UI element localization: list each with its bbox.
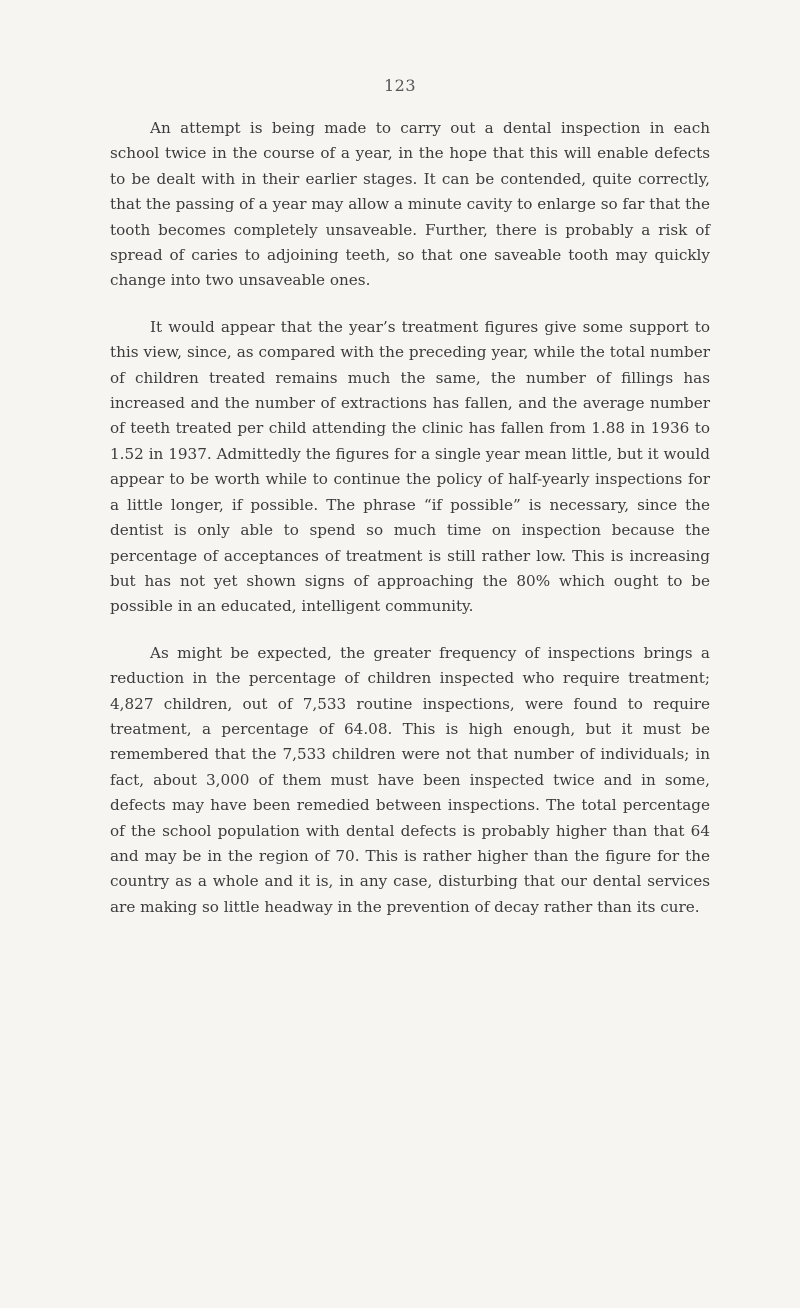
page-number: 123 [383,76,417,95]
body-text [110,116,710,941]
paragraph-3: As might be expected, the greater frequency of inspections brings a reduction in the percentage of children inspected who require treatment; 4,827 children, out of 7,533 routine inspections, were found to require treatment, a percentage of 64.08. This is high enough, but it must be remembered that the 7,533 children were not that number of individuals; in fact, about 3,000 of them must have been inspected twice and in some, defects may have been remedied between inspections. The total percentage of the school population with dental defects is probably higher than that 64 and may be in the region of 70. This is rather higher than the figure for the country as a whole and it is, in any case, disturbing that our dental services are making so little headway in the prevention of decay rather than its cure. [110,643,710,916]
paragraph-1: An attempt is being made to carry out a dental inspection in each school twice in the course of a year, in the hope that this will enable defects to be dealt with in their earlier stages. It can be contended, quite correctly, that the passing of a year may allow a minute cavity to enlarge so far that the tooth becomes completely unsaveable. Further, there is probably a risk of spread of caries to adjoining teeth, so that one saveable tooth may quickly change into two unsaveable ones. [110,119,710,290]
paragraph-2: It would appear that the year’s treatment figures give some support to this view, since, as compared with the preceding year, while the total number of children treated remains much the same, the number of fillings has increased and the number of extractions has fallen, and the average number of teeth treated per child attending the clinic has fallen from 1.88 in 1936 to 1.52 in 1937. Admittedly the figures for a single year mean little, but it would appear to be worth while to continue the policy of half-yearly inspections for a little longer, if possible. The phrase “if possible” is necessary, since the dentist is only able to spend so much time on inspection because the percentage of acceptances of treatment is still rather low. This is increasing but has not yet shown signs of approaching the 80% which ought to be possible in an educated, intelligent community. [110,317,710,616]
